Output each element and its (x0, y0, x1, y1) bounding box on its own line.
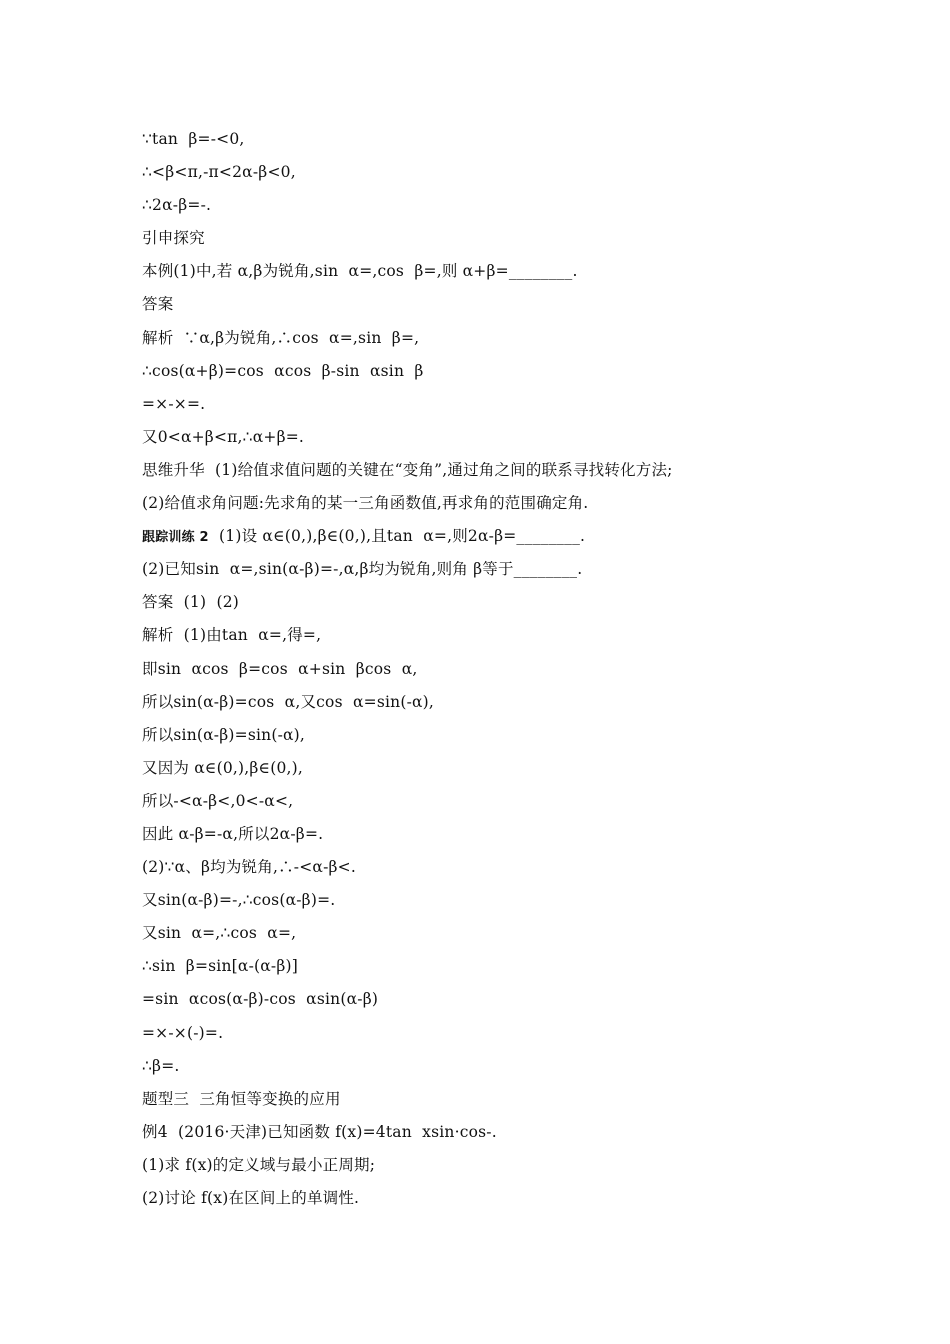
text-line: (2)已知sin α=,sin(α-β)=-,α,β均为锐角,则角 β等于________. (142, 560, 583, 579)
text-line: (2)讨论 f(x)在区间上的单调性. (142, 1189, 360, 1207)
text-line: (2)∵α、β均为锐角,∴-<α-β<. (142, 858, 356, 877)
text-line: (1)求 f(x)的定义域与最小正周期; (142, 1155, 376, 1174)
text-line: 所以sin(α-β)=cos α,又cos α=sin(-α), (142, 692, 435, 711)
text-line: 又因为 α∈(0,),β∈(0,), (142, 758, 304, 777)
text-line: 又0<α+β<π,∴α+β=. (142, 427, 305, 446)
section-heading: 题型三 三角恒等变换的应用 (142, 1089, 341, 1108)
exercise-text: (1)设 α∈(0,),β∈(0,),且tan α=,则2α-β=________. (208, 527, 586, 546)
exercise-tag: 跟踪训练 2 (142, 530, 209, 546)
text-line: ∴β=. (142, 1056, 180, 1075)
exercise-line (142, 520, 822, 553)
document-page (142, 123, 822, 1215)
text-line: 所以sin(α-β)=sin(-α), (142, 725, 306, 744)
text-line: ∴<β<π,-π<2α-β<0, (142, 163, 296, 182)
text-line: 思维升华 (1)给值求值问题的关键在“变角”,通过角之间的联系寻找转化方法; (142, 460, 673, 479)
text-line: ∴cos(α+β)=cos αcos β-sin αsin β (142, 361, 424, 380)
text-line: ∵tan β=-<0, (142, 130, 245, 148)
section-heading: 引申探究 (142, 229, 205, 248)
text-line: 解析 ∵α,β为锐角,∴cos α=,sin β=, (142, 328, 420, 347)
text-line: ∴sin β=sin[α-(α-β)] (142, 957, 299, 976)
text-line: 所以-<α-β<,0<-α<, (142, 791, 294, 810)
text-line: 即sin αcos β=cos α+sin βcos α, (142, 659, 418, 678)
text-line: (2)给值求角问题:先求角的某一三角函数值,再求角的范围确定角. (142, 494, 589, 513)
answer-label: 答案 (142, 295, 174, 314)
text-line: 本例(1)中,若 α,β为锐角,sin α=,cos β=,则 α+β=________. (142, 262, 578, 281)
text-line: 又sin(α-β)=-,∴cos(α-β)=. (142, 891, 336, 910)
answer-label: 答案 (1) (2) (142, 593, 240, 612)
text-line: 解析 (1)由tan α=,得=, (142, 626, 322, 645)
example-line: 例4 (2016·天津)已知函数 f(x)=4tan xsin·cos-. (142, 1122, 497, 1141)
text-line: 因此 α-β=-α,所以2α-β=. (142, 824, 324, 843)
text-line: =sin αcos(α-β)-cos αsin(α-β) (142, 990, 379, 1009)
text-line: =×-×(-)=. (142, 1023, 224, 1042)
text-line: 又sin α=,∴cos α=, (142, 924, 297, 943)
text-line: =×-×=. (142, 394, 206, 413)
text-line: ∴2α-β=-. (142, 196, 212, 215)
